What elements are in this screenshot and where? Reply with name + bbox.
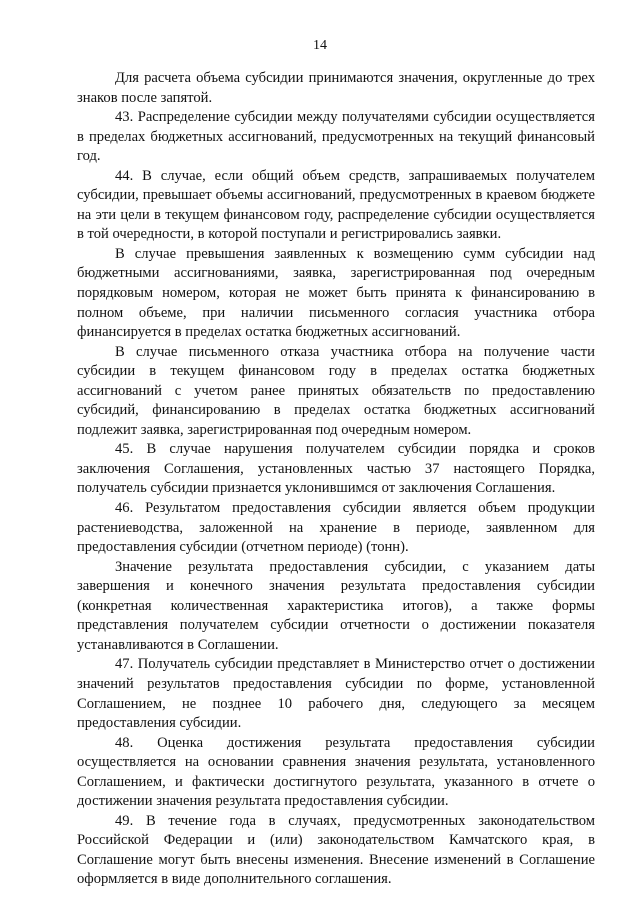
paragraph-item-48: 48. Оценка достижения результата предоставления субсидии осуществляется на основании сравнения значения результата, установленного Соглашением, и фактически достигнутого результата, указанного в отчете о достижении значения результата предоставления субсидии.: [77, 734, 595, 810]
paragraph-item-46: 46. Результатом предоставления субсидии является объем продукции растениеводства, заложенной на хранение в периоде, заявленном для предоставления субсидии (отчетном периоде) (тонн).: [77, 500, 595, 556]
paragraph-result-value: Значение результата предоставления субсидии, с указанием даты завершения и конечного значения результата предоставления субсидии (конкретная количественная характеристика итогов), а также формы представления получателем субсидии отчетности о достижении показателя устанавливаются в Соглашении.: [77, 558, 595, 653]
paragraph-excess-claims: В случае превышения заявленных к возмещению сумм субсидии над бюджетными ассигнованиями, заявка, зарегистрированная под очередным порядковым номером, которая не может быть принята к финансированию в полном объеме, при наличии письменного согласия участника отбора финансируется в пределах остатка бюджетных ассигнований.: [77, 245, 595, 341]
paragraph-item-43: 43. Распределение субсидии между получателями субсидии осуществляется в пределах бюджетных ассигнований, предусмотренных на текущий финансовый год.: [77, 109, 595, 165]
paragraph-item-47: 47. Получатель субсидии представляет в Министерство отчет о достижении значений результатов предоставления субсидии по форме, установленной Соглашением, не позднее 10 рабочего дня, следующего за месяцем предоставления субсидии.: [77, 656, 595, 732]
paragraph-item-45: 45. В случае нарушения получателем субсидии порядка и сроков заключения Соглашения, установленных частью 37 настоящего Порядка, получатель субсидии признается уклонившимся от заключения Соглашения.: [77, 441, 595, 497]
paragraph-written-refusal: В случае письменного отказа участника отбора на получение части субсидии в текущем финансовом году в пределах остатка бюджетных ассигнований с учетом ранее принятых обязательств по предоставлению субсидий, финансированию в пределах остатка бюджетных ассигнований подлежит заявка, зарегистрированная под очередным номером.: [77, 343, 595, 438]
paragraph-rounding-rule: Для расчета объема субсидии принимаются значения, округленные до трех знаков после запятой.: [77, 70, 595, 106]
document-body: [77, 69, 595, 890]
paragraph-item-44: 44. В случае, если общий объем средств, запрашиваемых получателем субсидии, превышает объемы ассигнований, предусмотренных в краевом бюджете на эти цели в текущем финансовом году, распределение субсидии осуществляется в той очередности, в которой поступали и регистрировались заявки.: [77, 167, 595, 243]
page-number: 14: [313, 38, 327, 53]
paragraph-item-49: 49. В течение года в случаях, предусмотренных законодательством Российской Федерации и (или) законодательством Камчатского края, в Соглашение могут быть внесены изменения. Внесение изменений в Соглашение оформляется в виде дополнительного соглашения.: [77, 812, 595, 888]
